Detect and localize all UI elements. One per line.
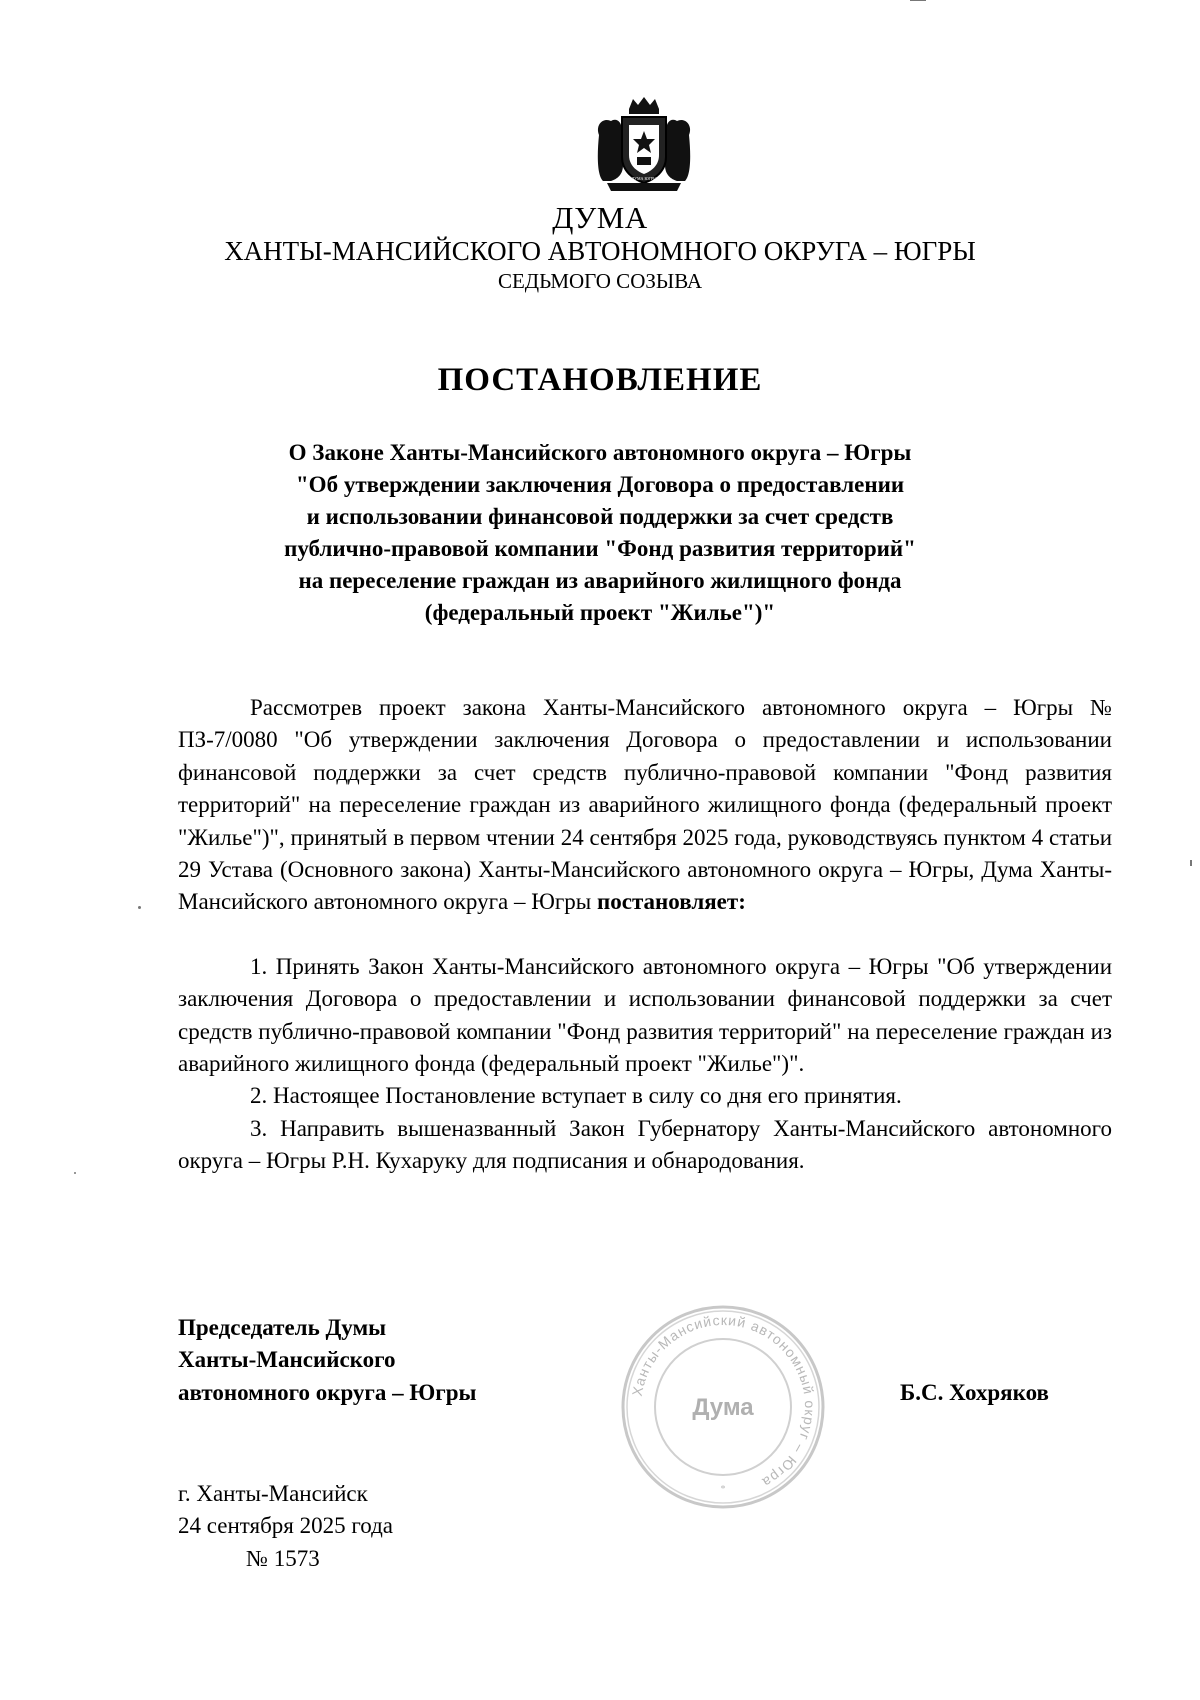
document-subject [240,437,960,629]
emblem-motto: ДУМА ЮГРЫ [631,176,657,181]
svg-text:Ханты-Мансийский автономный ок: Ханты-Мансийский автономный округ – Югра [628,1311,819,1492]
resolves-word: постановляет: [597,889,746,915]
resolution-item-3: 3. Направить вышеназванный Закон Губернатору Ханты-Мансийского автономного округа – Югры Р.Н. Кухаруку для подписания и обнародования. [178,1115,1112,1174]
preamble-text: Рассмотрев проект закона Ханты-Мансийского автономного округа – Югры № ПЗ-7/0080 "Об утверждении заключения Договора о предоставлении и использовании финансовой поддержки за счет средств публично-правовой компании "Фонд развития территорий" на переселение граждан из аварийного жилищного фонда (федеральный проект "Жилье")", принятый в первом чтении 24 сентября 2025 года, руководствуясь пунктом 4 статьи 29 Устава (Основного закона) Ханты-Мансийского автономного округа – Югры, Дума Ханты-Мансийского автономного округа – Югры [178,695,1112,915]
subject-line: на переселение граждан из аварийного жилищного фонда [298,568,902,593]
document-number: № 1573 [246,1545,320,1571]
subject-line: "Об утверждении заключения Договора о предоставлении [295,472,905,497]
subject-line: (федеральный проект "Жилье")" [424,600,776,625]
subject-line: О Законе Ханты-Мансийского автономного округа – Югры [288,440,912,465]
resolution-item-1: 1. Принять Закон Ханты-Мансийского автономного округа – Югры "Об утверждении заключения Договора о предоставлении и использовании финансовой поддержки за счет средств публично-правовой компании "Фонд развития территорий" на переселение граждан из аварийного жилищного фонда (федеральный проект "Жилье")". [178,953,1112,1077]
place: г. Ханты-Мансийск [178,1481,368,1506]
subject-line: публично-правовой компании "Фонд развития территорий" [284,536,916,561]
signatory-position [178,1312,476,1409]
preamble-paragraph [178,692,1112,919]
document-footer [178,1478,393,1575]
body-name: ДУМА [552,200,648,235]
resolution-item-2: 2. Настоящее Постановление вступает в силу со дня его принятия. [250,1083,902,1109]
convocation: СЕДЬМОГО СОЗЫВА [497,269,703,293]
signatory-position-line: Председатель Думы [178,1315,387,1340]
document-body [178,692,1112,1178]
region-name: ХАНТЫ-МАНСИЙСКОГО АВТОНОМНОГО ОКРУГА – ЮГРЫ [224,236,976,266]
signatory-position-line: Ханты-Мансийского [178,1347,396,1373]
signatory-position-line: автономного округа – Югры [178,1379,477,1405]
date: 24 сентября 2025 года [178,1513,393,1539]
document-type: ПОСТАНОВЛЕНИЕ [437,362,763,398]
signatory-name: Б.С. Хохряков [900,1380,1049,1405]
official-seal [618,1302,828,1512]
svg-text:*: * [720,1484,726,1495]
subject-line: и использовании финансовой поддержки за счет средств [306,504,894,529]
svg-text:Дума: Дума [692,1394,754,1421]
